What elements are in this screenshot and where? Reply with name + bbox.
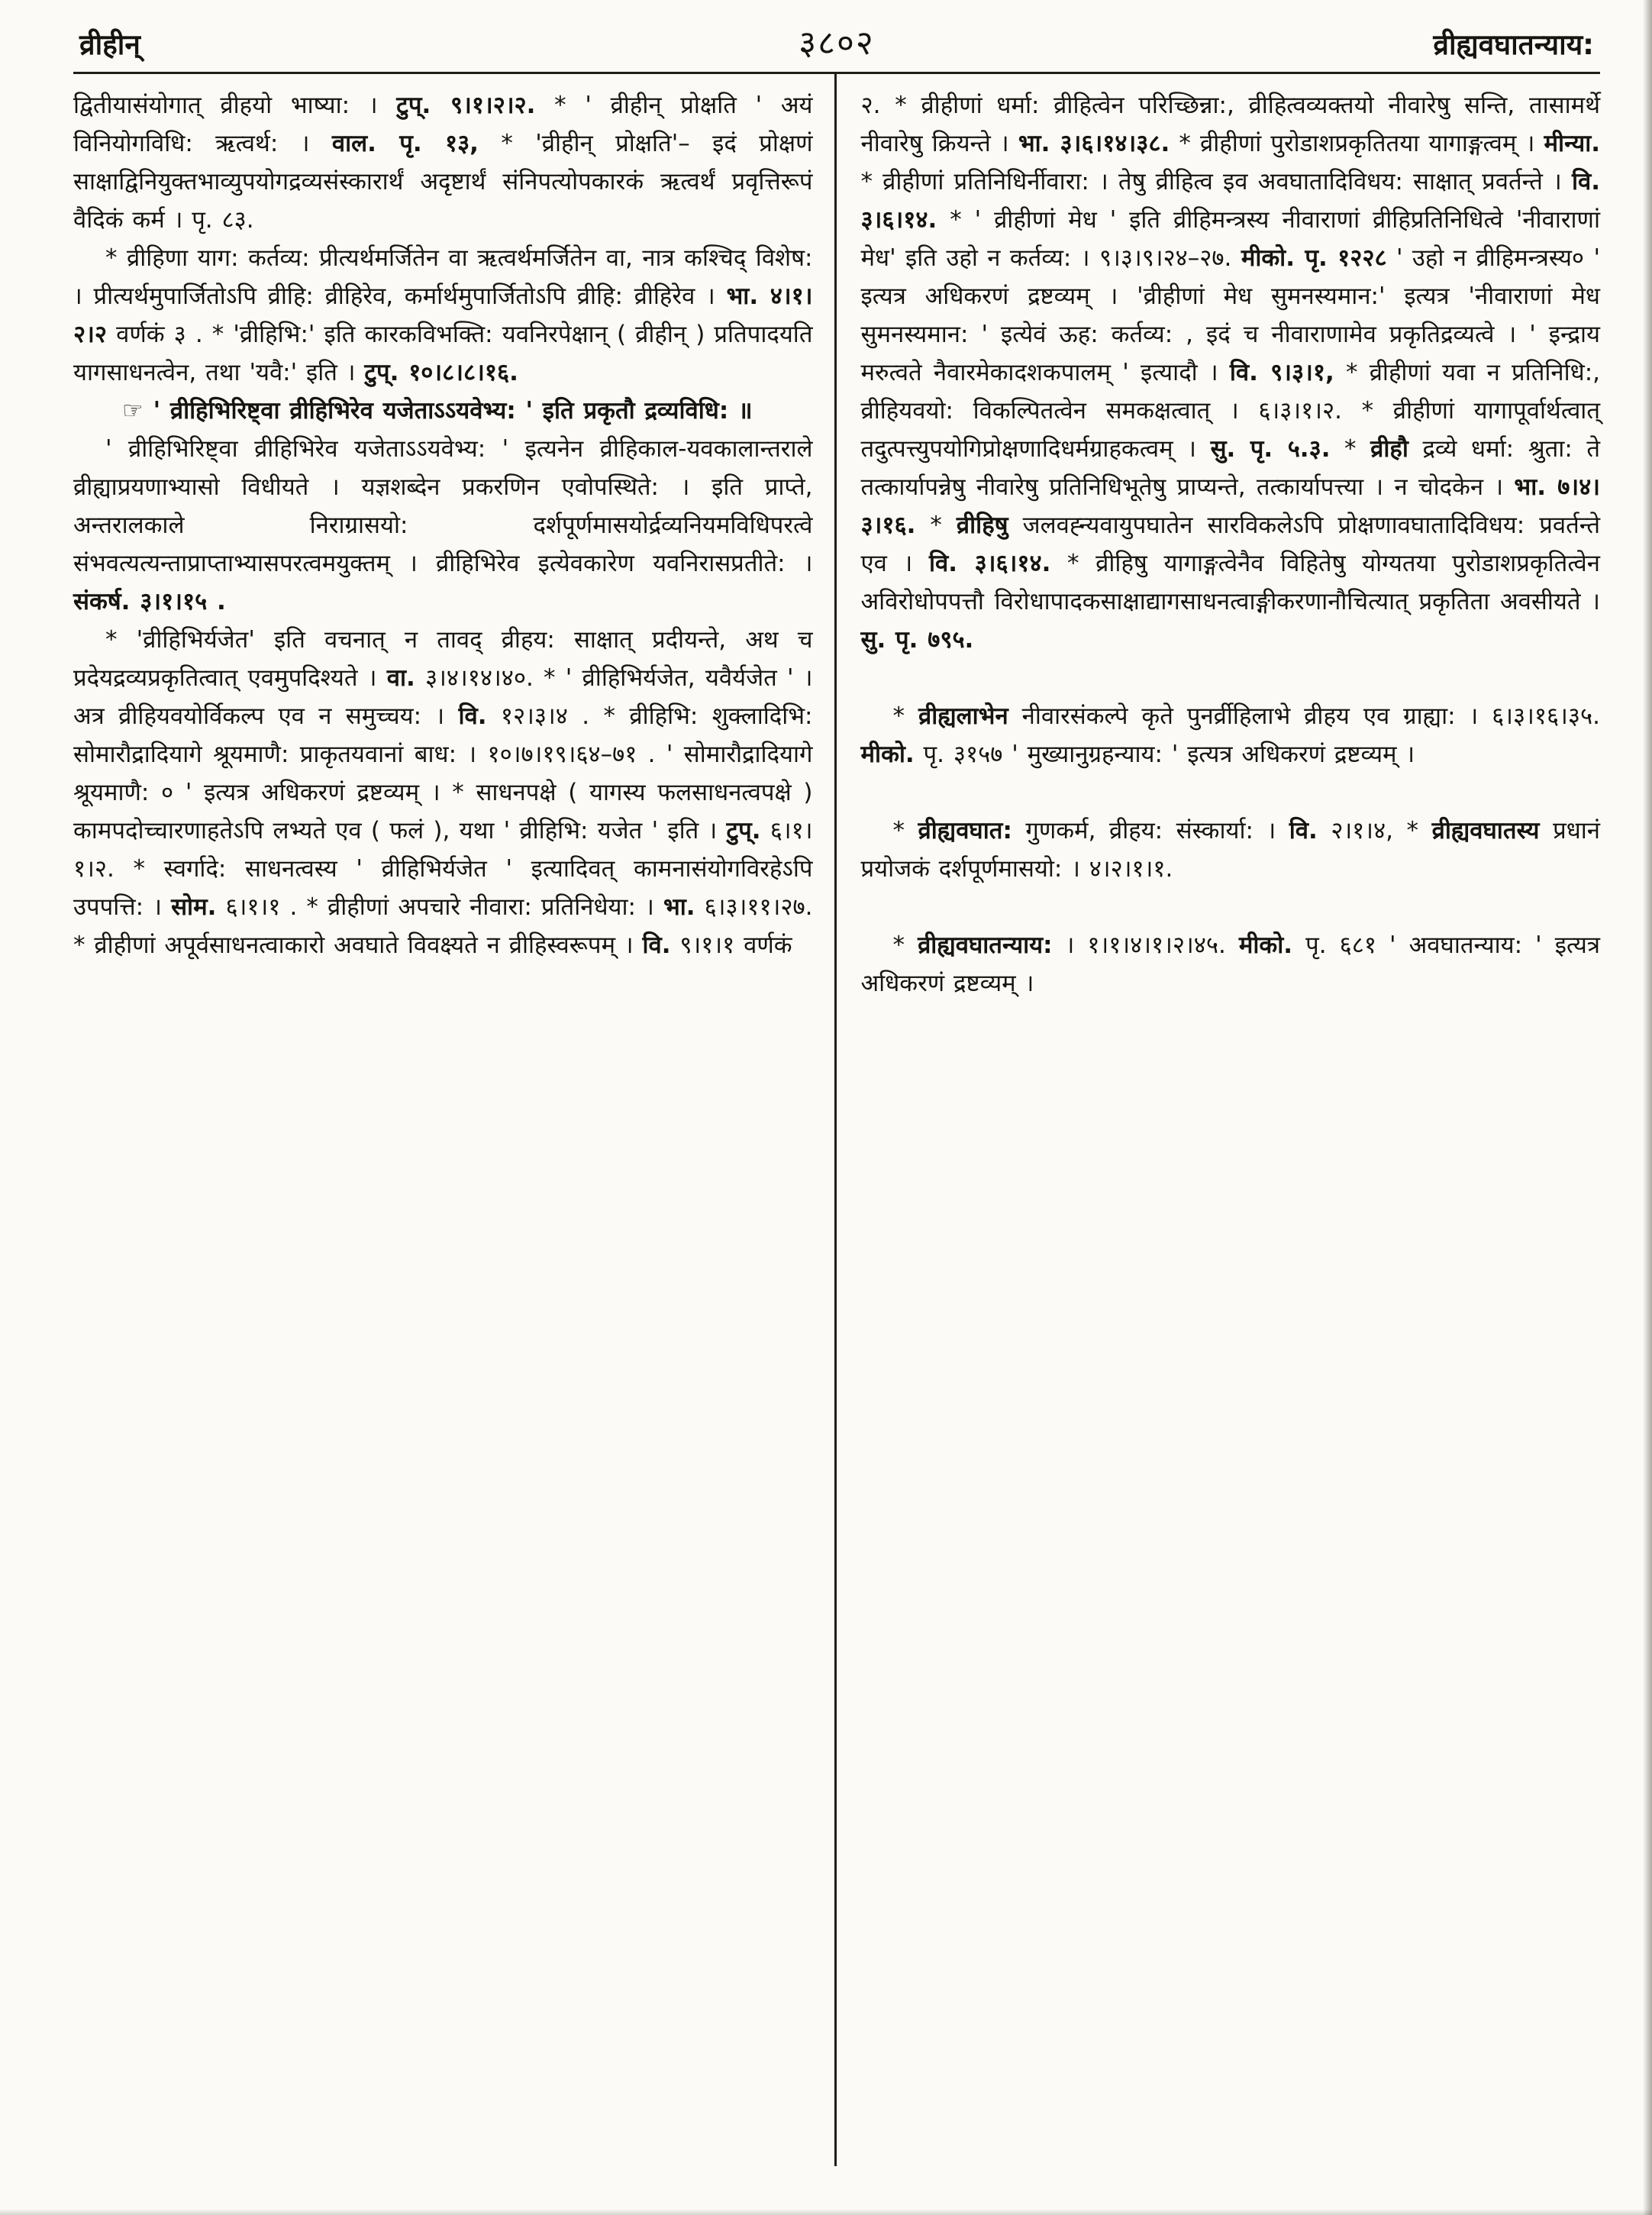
left-column xyxy=(73,74,834,2166)
reference-abbrev: भा. ३।६।१४।३८. xyxy=(1018,130,1170,157)
text-run: २. * व्रीहीणां धर्मा: व्रीहित्वेन परिच्छिन्ना:, व्रीहित्वव्यक्तयो नीवारेषु सन्ति, तासामर्थे नीवारेषु क्रियन्ते । xyxy=(860,92,1600,157)
text-run: ' उहो न व्रीहिमन्त्रस्य० ' इत्यत्र अधिकरणं द्रष्टव्यम् । 'व्रीहीणां मेध सुमनस्यमान:' इत्यत्र 'नीवाराणां मेध सुमनस्यमान: ' इत्येवं ऊह: कर्तव्य: , इदं च नीवाराणामेव प्रकृतिद्रव्यत्वे । ' इन्द्राय मरुत्वते नैवारमेकादशकपालम् ' इत्यादौ । xyxy=(860,244,1600,386)
reference-abbrev: मीको. xyxy=(1238,932,1293,959)
running-head-right: व्रीह्यवघातन्याय: xyxy=(1433,28,1594,61)
text-run: * 'व्रीहीन् प्रोक्षति'– इदं प्रोक्षणं साक्षाद्विनियुक्तभाव्युपयोगद्रव्यसंस्कारार्थं अदृष्टार्थं संनिपत्योपकारकं ऋत्वर्थं प्रवृत्तिरूपं वैदिकं कर्म । पृ. ८३. xyxy=(73,130,813,234)
text-run: पृ. ६८१ ' अवघातन्याय: ' इत्यत्र अधिकरणं द्रष्टव्यम् । xyxy=(860,932,1601,997)
scan-edge-shadow xyxy=(1643,0,1652,2215)
reference-abbrev: सु. पृ. ५.३. xyxy=(1210,435,1331,463)
text-run: २।१।४, * xyxy=(1317,817,1432,844)
page-number: ३८०२ xyxy=(799,24,875,63)
reference-abbrev: वि. ९।३।१, xyxy=(1229,359,1334,386)
reference-abbrev: टुप्. ९।१।२।२. xyxy=(396,92,536,119)
reference-abbrev: वि. xyxy=(1289,817,1318,844)
reference-abbrev: वि. xyxy=(642,932,671,959)
text-run: गुणकर्म, व्रीहय: संस्कार्या: । xyxy=(1012,817,1289,844)
text-run: * 'व्रीहिभिर्यजेत' इति वचनात् न तावद् व्रीहय: साक्षात् प्रदीयन्ते, अथ च प्रदेयद्रव्यप्रकृतित्वात् एवमुपदिश्यते । xyxy=(73,626,813,692)
text-run: द्रव्ये धर्मा: श्रुता: ते तत्कार्यापन्नेषु नीवारेषु प्रतिनिधिभूतेषु प्राप्यन्ते, तत्कार्यापत्त्या । न चोदकेन । xyxy=(860,435,1601,501)
text-run: ' व्रीहिभिरिष्ट्वा व्रीहिभिरेव यजेताऽऽयवेभ्य: ' इत्यनेन व्रीहिकाल-यवकालान्तराले व्रीह्याप्रयणाभ्यासो विधीयते । यज्ञशब्देन प्रकरणिन एवोपस्थिते: । इति प्राप्ते, अन्तरालकाले निराग्रासयो: दर्शपूर्णमासयोर्द्रव्यनियमविधिपरत्वे संभवत्यत्यन्ताप्राप्ताभ्यासपरत्वमयुक्तम् । व्रीहिभिरेव इत्येवकारेण यवनिरासप्रतीते: । xyxy=(73,435,813,577)
text-run: * xyxy=(915,512,957,539)
reference-abbrev: संकर्ष. ३।१।१५ . xyxy=(73,588,226,615)
text-run: * ' व्रीहीणां मेध ' इति व्रीहिमन्त्रस्य नीवाराणां व्रीहिप्रतिनिधित्वे 'नीवाराणां मेध' इति उहो न कर्तव्य: । ९।३।९।२४–२७. xyxy=(860,206,1600,272)
reference-abbrev: मीको. पृ. १२२८ xyxy=(1241,244,1387,272)
text-run: * xyxy=(892,932,918,959)
paragraph xyxy=(73,86,813,239)
scan-bottom-shadow xyxy=(0,2209,1652,2215)
reference-abbrev: वि. ३।६।१४. xyxy=(928,550,1051,577)
text-columns xyxy=(73,74,1600,2166)
text-run: * xyxy=(1330,435,1371,463)
text-run: * व्रीहीणां प्रतिनिधिर्नीवारा: । तेषु व्रीहित्व इव अवघातादिविधय: साक्षात् प्रवर्तन्ते । xyxy=(860,168,1572,195)
text-run: जलवह्न्यवायुपघातेन सारविकलेऽपि प्रोक्षणावघातादिविधय: प्रवर्तन्ते एव । xyxy=(860,512,1600,577)
paragraph xyxy=(861,86,1601,659)
text-run: ३।४।१४।४०. * ' व्रीहिभिर्यजेत, यवैर्यजेत ' । अत्र व्रीहियवयोर्विकल्प एव न समुच्चय: । xyxy=(73,664,813,730)
paragraph xyxy=(73,239,813,392)
reference-abbrev: वा. xyxy=(386,664,415,692)
reference-abbrev: व्रीह्यवघात: xyxy=(918,817,1012,844)
reference-abbrev: व्रीह्यवघातस्य xyxy=(1431,817,1540,844)
reference-abbrev: भा. ७।४।३।१६. xyxy=(860,473,1600,539)
paragraph xyxy=(861,812,1601,888)
reference-abbrev: मीको. xyxy=(860,741,915,768)
text-run: * xyxy=(892,817,918,844)
reference-abbrev: मीन्या. xyxy=(1544,130,1600,157)
right-column xyxy=(837,74,1601,2166)
text-run: ६।१।१ . * व्रीहीणां अपचारे नीवारा: प्रतिनिधेया: । xyxy=(216,893,663,921)
reference-abbrev: व्रीह्यवघातन्याय: xyxy=(918,932,1053,959)
text-run: * व्रीहीणां यवा न प्रतिनिधि:, व्रीहियवयो: विकल्पितत्वेन समकक्षत्वात् । ६।३।१।२. * व्रीहीणां यागापूर्वार्थत्वात् तदुत्पत्त्युपयोगिप्रोक्षणादिधर्मग्राहकत्वम् । xyxy=(860,359,1600,463)
reference-abbrev: वि. xyxy=(458,702,487,730)
reference-abbrev: व्रीहौ xyxy=(1370,435,1408,463)
text-run: * व्रीहिणा याग: कर्तव्य: प्रीत्यर्थमर्जितेन वा ऋत्वर्थमर्जितेन वा, नात्र कश्चिद् विशेष: । प्रीत्यर्थमुपार्जितोऽपि व्रीहि: व्रीहिरेव, कर्मार्थमुपार्जितोऽपि व्रीहि: व्रीहिरेव । xyxy=(73,244,813,310)
text-run: * ' व्रीहीन् प्रोक्षति ' अयं विनियोगविधि: ऋत्वर्थ: । xyxy=(73,92,813,157)
text-run: प्रधानं प्रयोजकं दर्शपूर्णमासयो: । ४।२।१।१. xyxy=(860,817,1601,883)
page-header xyxy=(73,18,1600,70)
reference-abbrev: ☞ xyxy=(122,397,144,425)
reference-abbrev: व्रीह्यलाभेन xyxy=(918,702,1008,730)
text-run: ६।१।१।२. * स्वर्गादे: साधनत्वस्य ' व्रीहिभिर्यजेत ' इत्यादिवत् कामनासंयोगविरहेऽपि उपपत्ति: । xyxy=(73,817,813,921)
text-run: ६।३।११।२७. * व्रीहीणां अपूर्वसाधनत्वाकारो अवघाते विवक्ष्यते न व्रीहिस्वरूपम् । xyxy=(73,893,813,959)
text-run: १२।३।४ . * व्रीहिभि: शुक्लादिभि: सोमारौद्रादियागे श्रूयमाणै: प्राकृतयवानां बाध: । १०।७।१९।६४–७१ . ' सोमारौद्रादियागे श्रूयमाणै: ० ' इत्यत्र अधिकरणं द्रष्टव्यम् । * साधनपक्षे ( यागस्य फलसाधनत्वपक्षे ) कामपदोच्चारणाहतेऽपि लभ्यते एव ( फलं ), यथा ' व्रीहिभि: यजेत ' इति । xyxy=(73,702,813,844)
paragraph xyxy=(73,621,813,964)
text-run: नीवारसंकल्पे कृते पुनर्व्रीहिलाभे व्रीहय एव ग्राह्या: । ६।३।१६।३५. xyxy=(1008,702,1600,730)
text-run: द्वितीयासंयोगात् व्रीहयो भाष्या: । xyxy=(73,92,397,119)
reference-abbrev: टुप्. xyxy=(726,817,761,844)
text-run: * व्रीहीणां पुरोडाशप्रकृतितया यागाङ्गत्वम् । xyxy=(1170,130,1544,157)
paragraph xyxy=(861,697,1601,773)
text-run: ९।१।१ वर्णकं xyxy=(670,932,792,959)
text-run: पृ. ३१५७ ' मुख्यानुग्रहन्याय: ' इत्यत्र अधिकरणं द्रष्टव्यम् । xyxy=(914,741,1415,768)
reference-abbrev: टुप्. १०।८।८।१६. xyxy=(364,359,518,386)
reference-abbrev: सु. पृ. ७९५. xyxy=(860,626,974,654)
reference-abbrev: भा. ४।१।२।२ xyxy=(73,283,813,348)
reference-abbrev: व्रीहिषु xyxy=(956,512,1008,539)
text-run: * व्रीहिषु यागाङ्गत्वेनैव विहितेषु योग्यतया पुरोडाशप्रकृतित्वेन अविरोधोपपत्तौ विरोधापादकसाक्षाद्यागसाधनत्वाङ्गीकरणानौचित्यात् प्रकृतिता अवसीयते । xyxy=(860,550,1600,615)
text-run: वर्णकं ३ . * 'व्रीहिभि:' इति कारकविभक्ति: यवनिरपेक्षान् ( व्रीहीन् ) प्रतिपादयति यागसाधनत्वेन, तथा 'यवै:' इति । xyxy=(73,321,813,386)
text-run: * xyxy=(892,702,918,730)
reference-abbrev: ' व्रीहिभिरिष्ट्वा व्रीहिभिरेव यजेताऽऽयवेभ्य: ' इति प्रकृतौ द्रव्यविधि: ॥ xyxy=(143,397,753,425)
paragraph xyxy=(73,430,813,621)
paragraph xyxy=(861,926,1601,1003)
reference-abbrev: वि. ३।६।१४. xyxy=(860,168,1600,234)
text-run: । १।१।४।१।२।४५. xyxy=(1052,932,1239,959)
reference-abbrev: भा. xyxy=(663,893,695,921)
paragraph xyxy=(73,392,813,430)
running-head-left: व्रीहीन् xyxy=(79,28,140,61)
reference-abbrev: वाल. पृ. १३, xyxy=(331,130,479,157)
reference-abbrev: सोम. xyxy=(171,893,217,921)
